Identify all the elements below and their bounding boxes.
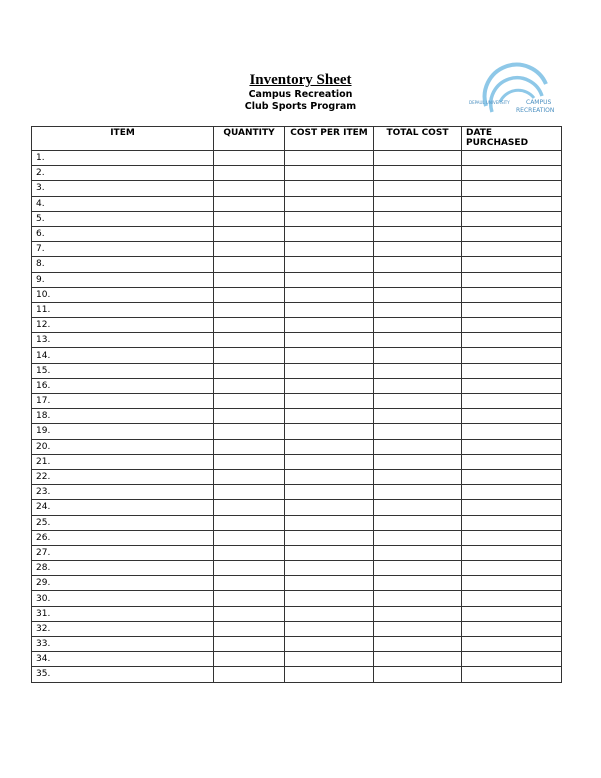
table-row — [32, 378, 562, 393]
table-row — [32, 530, 562, 545]
quantity-cell[interactable] — [214, 287, 285, 302]
item-cell[interactable]: 6. — [32, 226, 214, 241]
svg-text:RECREATION: RECREATION — [516, 107, 555, 114]
item-cell[interactable]: 8. — [32, 257, 214, 272]
table-row — [32, 348, 562, 363]
total-cost-cell[interactable] — [374, 378, 462, 393]
inventory-table — [31, 126, 562, 683]
total-cost-cell[interactable] — [374, 606, 462, 621]
date-purchased-cell[interactable] — [462, 667, 562, 682]
quantity-cell[interactable] — [214, 439, 285, 454]
svg-text:DEPAUL UNIVERSITY: DEPAUL UNIVERSITY — [469, 100, 510, 105]
item-cell[interactable]: 23. — [32, 485, 214, 500]
quantity-cell[interactable] — [214, 409, 285, 424]
cost-per-item-cell[interactable] — [285, 257, 374, 272]
total-cost-cell[interactable] — [374, 318, 462, 333]
cost-per-item-cell[interactable] — [285, 151, 374, 166]
total-cost-cell[interactable] — [374, 500, 462, 515]
item-cell[interactable]: 22. — [32, 469, 214, 484]
column-header-cost-per-item: COST PER ITEM — [285, 127, 374, 151]
table-row — [32, 151, 562, 166]
cost-per-item-cell[interactable] — [285, 181, 374, 196]
date-purchased-cell[interactable] — [462, 272, 562, 287]
cost-per-item-cell[interactable] — [285, 530, 374, 545]
item-cell[interactable]: 13. — [32, 333, 214, 348]
quantity-cell[interactable] — [214, 500, 285, 515]
cost-per-item-cell[interactable] — [285, 500, 374, 515]
item-cell[interactable]: 5. — [32, 211, 214, 226]
item-cell[interactable]: 34. — [32, 652, 214, 667]
table-row — [32, 363, 562, 378]
date-purchased-cell[interactable] — [462, 485, 562, 500]
quantity-cell[interactable] — [214, 394, 285, 409]
date-purchased-cell[interactable] — [462, 181, 562, 196]
total-cost-cell[interactable] — [374, 394, 462, 409]
cost-per-item-cell[interactable] — [285, 409, 374, 424]
item-cell[interactable]: 7. — [32, 242, 214, 257]
quantity-cell[interactable] — [214, 424, 285, 439]
item-cell[interactable]: 18. — [32, 409, 214, 424]
cost-per-item-cell[interactable] — [285, 242, 374, 257]
total-cost-cell[interactable] — [374, 637, 462, 652]
total-cost-cell[interactable] — [374, 424, 462, 439]
quantity-cell[interactable] — [214, 545, 285, 560]
table-row — [32, 211, 562, 226]
item-cell[interactable]: 16. — [32, 378, 214, 393]
date-purchased-cell[interactable] — [462, 561, 562, 576]
total-cost-cell[interactable] — [374, 515, 462, 530]
item-cell[interactable]: 1. — [32, 151, 214, 166]
item-cell[interactable]: 11. — [32, 302, 214, 317]
date-purchased-cell[interactable] — [462, 652, 562, 667]
table-row — [32, 439, 562, 454]
quantity-cell[interactable] — [214, 469, 285, 484]
total-cost-cell[interactable] — [374, 652, 462, 667]
subtitle-club-sports: Club Sports Program — [244, 101, 357, 112]
cost-per-item-cell[interactable] — [285, 561, 374, 576]
date-purchased-cell[interactable] — [462, 530, 562, 545]
date-purchased-cell[interactable] — [462, 348, 562, 363]
date-purchased-cell[interactable] — [462, 576, 562, 591]
date-purchased-cell[interactable] — [462, 469, 562, 484]
date-purchased-cell[interactable] — [462, 363, 562, 378]
item-cell[interactable]: 28. — [32, 561, 214, 576]
quantity-cell[interactable] — [214, 151, 285, 166]
cost-per-item-cell[interactable] — [285, 606, 374, 621]
date-purchased-cell[interactable] — [462, 196, 562, 211]
date-purchased-cell[interactable] — [462, 515, 562, 530]
quantity-cell[interactable] — [214, 242, 285, 257]
item-cell[interactable]: 21. — [32, 454, 214, 469]
item-cell[interactable]: 24. — [32, 500, 214, 515]
cost-per-item-cell[interactable] — [285, 394, 374, 409]
quantity-cell[interactable] — [214, 606, 285, 621]
item-cell[interactable]: 14. — [32, 348, 214, 363]
cost-per-item-cell[interactable] — [285, 226, 374, 241]
total-cost-cell[interactable] — [374, 272, 462, 287]
date-purchased-cell[interactable] — [462, 637, 562, 652]
table-row — [32, 621, 562, 636]
total-cost-cell[interactable] — [374, 242, 462, 257]
item-cell[interactable]: 17. — [32, 394, 214, 409]
quantity-cell[interactable] — [214, 454, 285, 469]
cost-per-item-cell[interactable] — [285, 196, 374, 211]
total-cost-cell[interactable] — [374, 530, 462, 545]
table-row — [32, 409, 562, 424]
total-cost-cell[interactable] — [374, 181, 462, 196]
quantity-cell[interactable] — [214, 318, 285, 333]
item-cell[interactable]: 29. — [32, 576, 214, 591]
date-purchased-cell[interactable] — [462, 378, 562, 393]
quantity-cell[interactable] — [214, 333, 285, 348]
table-row — [32, 485, 562, 500]
total-cost-cell[interactable] — [374, 454, 462, 469]
quantity-cell[interactable] — [214, 637, 285, 652]
cost-per-item-cell[interactable] — [285, 166, 374, 181]
cost-per-item-cell[interactable] — [285, 454, 374, 469]
quantity-cell[interactable] — [214, 561, 285, 576]
table-row — [32, 287, 562, 302]
quantity-cell[interactable] — [214, 667, 285, 682]
campus-recreation-logo-icon — [468, 62, 568, 120]
quantity-cell[interactable] — [214, 652, 285, 667]
total-cost-cell[interactable] — [374, 363, 462, 378]
table-row — [32, 424, 562, 439]
date-purchased-cell[interactable] — [462, 287, 562, 302]
quantity-cell[interactable] — [214, 515, 285, 530]
svg-text:CAMPUS: CAMPUS — [526, 99, 552, 106]
date-purchased-cell[interactable] — [462, 545, 562, 560]
item-cell[interactable]: 3. — [32, 181, 214, 196]
total-cost-cell[interactable] — [374, 545, 462, 560]
table-row — [32, 652, 562, 667]
item-cell[interactable]: 35. — [32, 667, 214, 682]
table-row — [32, 242, 562, 257]
total-cost-cell[interactable] — [374, 257, 462, 272]
quantity-cell[interactable] — [214, 166, 285, 181]
date-purchased-cell[interactable] — [462, 394, 562, 409]
quantity-cell[interactable] — [214, 302, 285, 317]
total-cost-cell[interactable] — [374, 667, 462, 682]
date-purchased-cell[interactable] — [462, 424, 562, 439]
cost-per-item-cell[interactable] — [285, 363, 374, 378]
date-purchased-cell[interactable] — [462, 226, 562, 241]
cost-per-item-cell[interactable] — [285, 211, 374, 226]
date-purchased-cell[interactable] — [462, 591, 562, 606]
date-purchased-cell[interactable] — [462, 439, 562, 454]
item-cell[interactable]: 9. — [32, 272, 214, 287]
column-header-date-purchased: DATE PURCHASED — [462, 127, 562, 151]
quantity-cell[interactable] — [214, 196, 285, 211]
cost-per-item-cell[interactable] — [285, 272, 374, 287]
table-row — [32, 545, 562, 560]
total-cost-cell[interactable] — [374, 226, 462, 241]
table-row — [32, 333, 562, 348]
quantity-cell[interactable] — [214, 211, 285, 226]
total-cost-cell[interactable] — [374, 591, 462, 606]
column-header-quantity: QUANTITY — [214, 127, 285, 151]
title-text: Inventory Sheet — [249, 72, 352, 88]
table-row — [32, 272, 562, 287]
cost-per-item-cell[interactable] — [285, 378, 374, 393]
total-cost-cell[interactable] — [374, 211, 462, 226]
quantity-cell[interactable] — [214, 348, 285, 363]
date-purchased-cell[interactable] — [462, 166, 562, 181]
quantity-cell[interactable] — [214, 226, 285, 241]
item-cell[interactable]: 27. — [32, 545, 214, 560]
table-row — [32, 394, 562, 409]
date-purchased-cell[interactable] — [462, 211, 562, 226]
date-purchased-cell[interactable] — [462, 242, 562, 257]
table-row — [32, 257, 562, 272]
table-row — [32, 318, 562, 333]
table-row — [32, 302, 562, 317]
quantity-cell[interactable] — [214, 363, 285, 378]
cost-per-item-cell[interactable] — [285, 621, 374, 636]
cost-per-item-cell[interactable] — [285, 302, 374, 317]
table-row — [32, 166, 562, 181]
table-row — [32, 561, 562, 576]
total-cost-cell[interactable] — [374, 348, 462, 363]
item-cell[interactable]: 10. — [32, 287, 214, 302]
quantity-cell[interactable] — [214, 181, 285, 196]
total-cost-cell[interactable] — [374, 151, 462, 166]
quantity-cell[interactable] — [214, 621, 285, 636]
total-cost-cell[interactable] — [374, 576, 462, 591]
item-cell[interactable]: 25. — [32, 515, 214, 530]
item-cell[interactable]: 31. — [32, 606, 214, 621]
date-purchased-cell[interactable] — [462, 333, 562, 348]
quantity-cell[interactable] — [214, 591, 285, 606]
cost-per-item-cell[interactable] — [285, 591, 374, 606]
quantity-cell[interactable] — [214, 576, 285, 591]
cost-per-item-cell[interactable] — [285, 333, 374, 348]
item-cell[interactable]: 20. — [32, 439, 214, 454]
item-cell[interactable]: 12. — [32, 318, 214, 333]
date-purchased-cell[interactable] — [462, 151, 562, 166]
table-row — [32, 515, 562, 530]
date-purchased-cell[interactable] — [462, 318, 562, 333]
item-cell[interactable]: 19. — [32, 424, 214, 439]
cost-per-item-cell[interactable] — [285, 667, 374, 682]
quantity-cell[interactable] — [214, 378, 285, 393]
table-row — [32, 591, 562, 606]
total-cost-cell[interactable] — [374, 287, 462, 302]
subtitle-campus-recreation: Campus Recreation — [248, 89, 353, 100]
total-cost-cell[interactable] — [374, 485, 462, 500]
item-cell[interactable]: 4. — [32, 196, 214, 211]
quantity-cell[interactable] — [214, 272, 285, 287]
item-cell[interactable]: 15. — [32, 363, 214, 378]
quantity-cell[interactable] — [214, 257, 285, 272]
table-row — [32, 196, 562, 211]
cost-per-item-cell[interactable] — [285, 637, 374, 652]
date-purchased-cell[interactable] — [462, 454, 562, 469]
total-cost-cell[interactable] — [374, 409, 462, 424]
table-row — [32, 637, 562, 652]
date-purchased-cell[interactable] — [462, 409, 562, 424]
total-cost-cell[interactable] — [374, 166, 462, 181]
total-cost-cell[interactable] — [374, 333, 462, 348]
cost-per-item-cell[interactable] — [285, 424, 374, 439]
quantity-cell[interactable] — [214, 530, 285, 545]
table-row — [32, 667, 562, 682]
date-purchased-cell[interactable] — [462, 500, 562, 515]
total-cost-cell[interactable] — [374, 196, 462, 211]
total-cost-cell[interactable] — [374, 469, 462, 484]
table-row — [32, 226, 562, 241]
total-cost-cell[interactable] — [374, 561, 462, 576]
cost-per-item-cell[interactable] — [285, 576, 374, 591]
table-row — [32, 454, 562, 469]
date-purchased-cell[interactable] — [462, 621, 562, 636]
table-row — [32, 500, 562, 515]
table-row — [32, 606, 562, 621]
cost-per-item-cell[interactable] — [285, 545, 374, 560]
item-cell[interactable]: 26. — [32, 530, 214, 545]
table-row — [32, 576, 562, 591]
cost-per-item-cell[interactable] — [285, 485, 374, 500]
date-purchased-cell[interactable] — [462, 257, 562, 272]
cost-per-item-cell[interactable] — [285, 287, 374, 302]
item-cell[interactable]: 30. — [32, 591, 214, 606]
date-purchased-cell[interactable] — [462, 606, 562, 621]
table-row — [32, 469, 562, 484]
item-cell[interactable]: 32. — [32, 621, 214, 636]
table-header-row — [32, 127, 562, 151]
cost-per-item-cell[interactable] — [285, 652, 374, 667]
cost-per-item-cell[interactable] — [285, 439, 374, 454]
cost-per-item-cell[interactable] — [285, 469, 374, 484]
column-header-item: ITEM — [32, 127, 214, 151]
total-cost-cell[interactable] — [374, 621, 462, 636]
total-cost-cell[interactable] — [374, 439, 462, 454]
cost-per-item-cell[interactable] — [285, 515, 374, 530]
total-cost-cell[interactable] — [374, 302, 462, 317]
item-cell[interactable]: 33. — [32, 637, 214, 652]
cost-per-item-cell[interactable] — [285, 318, 374, 333]
quantity-cell[interactable] — [214, 485, 285, 500]
item-cell[interactable]: 2. — [32, 166, 214, 181]
date-purchased-cell[interactable] — [462, 302, 562, 317]
cost-per-item-cell[interactable] — [285, 348, 374, 363]
column-header-total-cost: TOTAL COST — [374, 127, 462, 151]
table-row — [32, 181, 562, 196]
